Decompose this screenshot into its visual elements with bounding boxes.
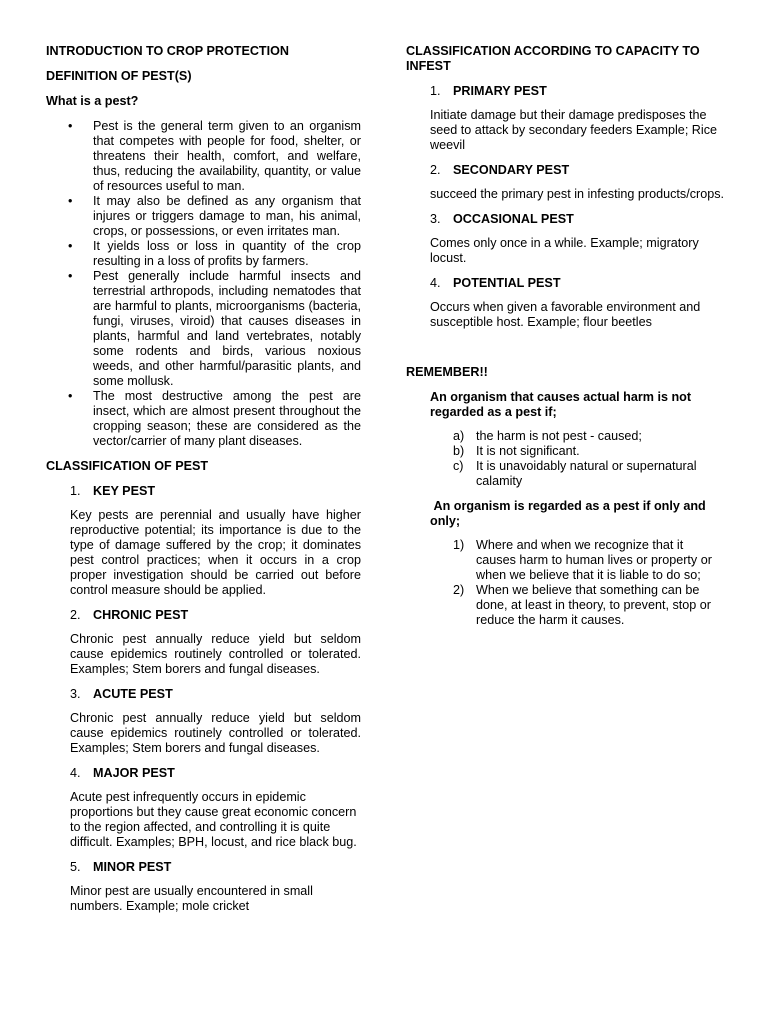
capacity-secondary — [406, 163, 724, 202]
item-body: Chronic pest annually reduce yield but seldom cause epidemics routinely controlled or tolerated. Examples; Stem borers and fungal diseases. — [70, 711, 361, 755]
classification-heading: CLASSIFICATION OF PEST — [46, 459, 209, 473]
list-item — [46, 389, 361, 449]
right-column — [406, 44, 724, 628]
item-title: OCCASIONAL PEST — [453, 212, 574, 226]
list-text: the harm is not pest - caused; — [476, 429, 642, 443]
item-number: 3. — [430, 212, 441, 226]
what-is-pest-heading: What is a pest? — [46, 94, 139, 108]
item-title: PRIMARY PEST — [453, 84, 547, 98]
list-text: Where and when we recognize that it causes harm to human lives or property or when we believe that it is liable to do so; — [476, 538, 712, 582]
pest-class-minor — [46, 860, 361, 914]
list-item — [46, 119, 361, 194]
not-pest-heading: An organism that causes actual harm is not regarded as a pest if; — [430, 390, 692, 419]
capacity-primary — [406, 84, 724, 153]
bullet-text: It may also be defined as any organism that injures or triggers damage to man, his animal, crops, or possessions, or even irritates man. — [93, 194, 361, 238]
item-number: 1. — [70, 484, 81, 498]
item-body: succeed the primary pest in infesting products/crops. — [430, 187, 724, 201]
item-body: Key pests are perennial and usually have higher reproductive potential; its importance is due to the type of damage suffered by the crop; it dominates pest control practices; when it occurs in a crop proper investigation should be carried out before control measure should be applied. — [70, 508, 361, 597]
bullet-icon: • — [68, 239, 73, 253]
item-body: Initiate damage but their damage predisposes the seed to attack by secondary feeders Example; Rice weevil — [430, 108, 718, 152]
capacity-occasional — [406, 212, 724, 266]
capacity-heading: CLASSIFICATION ACCORDING TO CAPACITY TO INFEST — [406, 44, 700, 73]
item-title: ACUTE PEST — [93, 687, 173, 701]
list-marker: c) — [453, 459, 464, 473]
bullet-text: The most destructive among the pest are insect, which are almost present throughout the cropping season; these are considered as the vector/carrier of many plant diseases. — [93, 389, 361, 448]
not-pest-list — [406, 429, 724, 489]
list-marker: b) — [453, 444, 465, 458]
item-title: MAJOR PEST — [93, 766, 175, 780]
is-pest-list — [406, 538, 724, 628]
capacity-potential — [406, 276, 724, 330]
list-item — [406, 459, 724, 489]
list-text: It is unavoidably natural or supernatural calamity — [476, 459, 697, 488]
document-title: INTRODUCTION TO CROP PROTECTION — [46, 44, 290, 58]
list-item — [46, 239, 361, 269]
definition-heading: DEFINITION OF PEST(S) — [46, 69, 192, 83]
pest-definition-list — [46, 119, 361, 449]
bullet-text: Pest generally include harmful insects and terrestrial arthropods, including nematodes that are harmful to plants, microorganisms (bacteria, fungi, viruses, viroid) that causes diseases in plants, harmful and land vertebrates, notably some rodents and birds, various noxious weeds, and other harmful/parasitic plants, and some mollusk. — [93, 269, 361, 388]
pest-class-major — [46, 766, 361, 850]
pest-class-chronic — [46, 608, 361, 677]
item-body: Occurs when given a favorable environment and susceptible host. Example; flour beetles — [430, 300, 701, 329]
bullet-text: Pest is the general term given to an organism that competes with people for food, shelter, or threatens their health, comfort, and welfare, thus, reducing the availability, quantity, or value of resources useful to man. — [93, 119, 361, 193]
item-body: Chronic pest annually reduce yield but seldom cause epidemics routinely controlled or tolerated. Examples; Stem borers and fungal diseases. — [70, 632, 361, 676]
item-number: 1. — [430, 84, 441, 98]
remember-heading: REMEMBER!! — [406, 365, 488, 379]
list-item — [46, 194, 361, 239]
item-number: 4. — [430, 276, 441, 290]
bullet-icon: • — [68, 269, 73, 283]
is-pest-heading: An organism is regarded as a pest if only and only; — [430, 499, 710, 528]
item-title: MINOR PEST — [93, 860, 172, 874]
list-item — [406, 583, 724, 628]
list-item — [46, 269, 361, 389]
item-title: KEY PEST — [93, 484, 156, 498]
pest-class-acute — [46, 687, 361, 756]
item-body: Minor pest are usually encountered in small numbers. Example; mole cricket — [70, 884, 313, 913]
list-marker: 2) — [453, 583, 465, 597]
bullet-icon: • — [68, 194, 73, 208]
list-text: It is not significant. — [476, 444, 580, 458]
list-marker: a) — [453, 429, 465, 443]
left-column — [46, 44, 361, 914]
item-number: 3. — [70, 687, 81, 701]
item-number: 5. — [70, 860, 81, 874]
list-text: When we believe that something can be done, at least in theory, to prevent, stop or reduce the harm it causes. — [476, 583, 711, 627]
list-item — [406, 429, 724, 444]
item-title: SECONDARY PEST — [453, 163, 570, 177]
list-item — [406, 444, 724, 459]
bullet-icon: • — [68, 119, 73, 133]
item-number: 2. — [430, 163, 441, 177]
item-number: 2. — [70, 608, 81, 622]
list-item — [406, 538, 724, 583]
item-body: Comes only once in a while. Example; migratory locust. — [430, 236, 699, 265]
bullet-icon: • — [68, 389, 73, 403]
item-body: Acute pest infrequently occurs in epidemic proportions but they cause great economic concern to the region affected, and controlling it is quite difficult. Examples; BPH, locust, and rice black bug. — [70, 790, 357, 849]
item-number: 4. — [70, 766, 81, 780]
list-marker: 1) — [453, 538, 465, 552]
item-title: POTENTIAL PEST — [453, 276, 561, 290]
pest-class-key — [46, 484, 361, 598]
item-title: CHRONIC PEST — [93, 608, 189, 622]
bullet-text: It yields loss or loss in quantity of the crop resulting in a loss of profits by farmers. — [93, 239, 361, 268]
